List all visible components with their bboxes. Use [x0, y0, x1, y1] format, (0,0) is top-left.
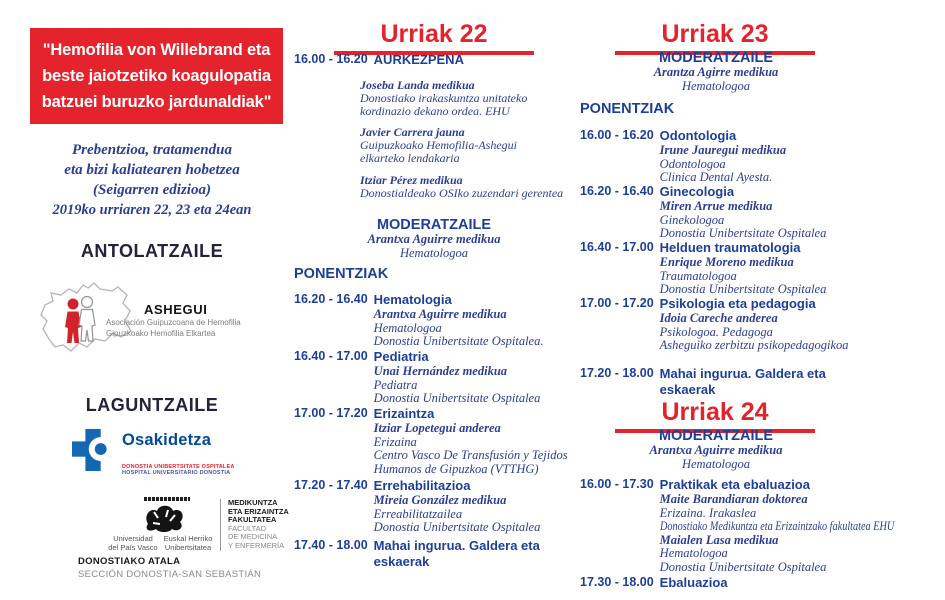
day22-session-row: [294, 478, 580, 535]
time-label: 17.00 - 17.20: [580, 296, 654, 310]
speaker-role: Donostia Unibertsitate Ospitalea: [659, 282, 827, 296]
speaker-block: [360, 174, 576, 200]
speaker-role: elkarteko lendakaria: [360, 150, 460, 165]
time-label: 16.00 - 16.20: [294, 52, 368, 66]
day22-opening-row: [294, 52, 580, 68]
day23-session-row: [580, 296, 852, 353]
day24-session-row: [580, 477, 894, 574]
speaker-block: [360, 79, 576, 117]
subtitle-line-2: eta bizi kaliatearen hobetzea: [64, 162, 240, 178]
session-block: [660, 128, 786, 185]
left-panel: [18, 0, 289, 600]
speaker-role: Clinica Dental Ayesta.: [659, 170, 773, 184]
speaker-role: Psikologoa. Pedagoga: [659, 324, 773, 339]
session-title: Mahai ingurua. Galdera eta eskaerak: [659, 366, 826, 397]
speaker-role: Donostiako Medikuntza eta Erizaintzako fakultatea EHU: [659, 519, 894, 533]
speaker-role: Donostia Unibertsitate Ospitalea: [659, 559, 827, 574]
time-label: 16.40 - 17.00: [294, 349, 368, 363]
event-subtitle: [18, 140, 286, 200]
speaker-name: Enrique Moreno medikua: [659, 255, 794, 269]
hospital-caption: [122, 464, 235, 476]
event-title-line-1: "Hemofilia von Willebrand eta: [42, 41, 271, 59]
osakidetza-cross-icon: [72, 427, 116, 473]
speaker-name: Idoia Careche anderea: [659, 311, 778, 325]
session-title: Praktikak eta ebaluazioa: [659, 477, 810, 492]
day23-moderator: [580, 51, 852, 93]
speaker-name: Unai Hernández medikua: [373, 364, 508, 378]
ashegui-name: ASHEGUI: [144, 302, 208, 317]
session-title: Ebaluazioa: [659, 575, 728, 590]
upv-ehu-logo: [108, 497, 318, 555]
day22-header: [288, 20, 580, 55]
day23-session-row: [580, 184, 852, 241]
speaker-name: Itziar Lopetegui anderea: [373, 421, 501, 435]
session-title: Pediatria: [373, 349, 429, 364]
time-label: 17.40 - 18.00: [294, 538, 368, 552]
subtitle-line-1: Prebentzioa, tratamendua: [71, 142, 232, 158]
osakidetza-logo: [72, 424, 272, 480]
hospital-name-es: HOSPITAL UNIVERSITARIO DONOSTIA: [122, 470, 231, 476]
section-caption: [78, 555, 261, 581]
moderator-name: Arantxa Aguirre medikua: [367, 232, 501, 246]
day22-session-row: [294, 538, 580, 570]
speaker-role: Donostiako irakaskuntza unitateko: [360, 90, 528, 105]
ashegui-text: [106, 302, 278, 339]
speaker-role: Donostia Unibertsitate Ospitalea: [373, 520, 541, 534]
moderator-name: Arantxa Aguirre medikua: [649, 443, 783, 457]
speaker-block: [360, 126, 576, 164]
session-block: [374, 292, 544, 349]
speaker-role: Traumatologoa: [659, 268, 737, 283]
session-block: [660, 477, 945, 574]
session-title: Helduen traumatologia: [659, 240, 801, 255]
session-title: Psikologia eta pedagogia: [659, 296, 816, 311]
session-title: Mahai ingurua. Galdera eta eskaerak: [373, 538, 540, 569]
event-dates: 2019ko urriaren 22, 23 eta 24ean: [52, 202, 252, 218]
ashegui-subtitle-es: Asociación Guipuzcoana de Hemofilia: [106, 318, 241, 327]
day22-ponentziak-heading: PONENTZIAK: [294, 266, 389, 282]
upv-name-eu: Euskal Herriko Unibertsitatea: [163, 534, 213, 552]
upv-motto-strip: [144, 497, 190, 501]
session-title: Erizaintza: [373, 406, 435, 421]
day22-session-row: [294, 406, 580, 476]
speaker-role: Erizaina: [373, 434, 417, 449]
speaker-role: Erizaina. Irakaslea: [659, 505, 757, 520]
speaker-role: Hematologoa: [373, 320, 442, 335]
day24-moderator: [580, 429, 852, 471]
speaker-role: kordinazio dekano ordea. EHU: [360, 103, 510, 118]
time-label: 16.20 - 16.40: [580, 184, 654, 198]
speaker-role: Asheguiko zerbitzu psikopedagogikoa: [659, 338, 849, 352]
session-block: [374, 349, 541, 406]
moderator-heading: MODERATZAILE: [376, 217, 492, 233]
speaker-role: Centro Vasco De Transfusión y Tejidos: [373, 448, 568, 462]
session-title: Hematologia: [373, 292, 452, 307]
event-title-line-2: beste jaiotzetiko koagulopatia: [42, 67, 271, 85]
speaker-role: Hematologoa: [659, 546, 728, 560]
speaker-name: Arantxa Aguirre medikua: [373, 307, 507, 321]
faculty-caption: MEDIKUNTZA ETA ERIZAINTZA FAKULTATEA FACULTAD DE MEDICINA Y ENFERMERÍA: [228, 498, 289, 550]
event-title-line-3: batzuei buruzko jardunaldiak": [41, 93, 272, 111]
speaker-role: Odontologoa: [659, 156, 726, 171]
time-label: 17.20 - 17.40: [294, 478, 368, 492]
speaker-name: Maialen Lasa medikua: [659, 532, 779, 547]
day24-session-row: [580, 575, 852, 591]
session-block: [660, 240, 827, 297]
speaker-name: Joseba Landa medikua: [360, 78, 475, 92]
moderator-heading: MODERATZAILE: [658, 428, 774, 444]
time-label: 16.00 - 17.30: [580, 477, 654, 491]
ashegui-logo: [34, 280, 278, 366]
day23-session-row: [580, 366, 852, 398]
speaker-role: Erreabilitatzailea: [373, 506, 463, 521]
speaker-role: Donostia Unibertsitate Ospitalea: [373, 391, 541, 405]
session-block: [660, 184, 827, 241]
time-label: 16.40 - 17.00: [580, 240, 654, 254]
day22-moderator: [288, 218, 580, 260]
time-label: 17.30 - 18.00: [580, 575, 654, 589]
supporter-heading: LAGUNTZAILE: [85, 395, 219, 415]
session-block: [374, 406, 568, 476]
moderator-role: Hematologoa: [399, 245, 469, 260]
day22-opening-speakers: [360, 79, 576, 208]
day23-day24-column: [578, 0, 894, 600]
day23-session-row: [580, 240, 852, 297]
day22-session-row: [294, 349, 580, 406]
logo-divider: [220, 499, 221, 551]
speaker-role: Humanos de Gipuzkoa (VTTHG): [373, 461, 539, 476]
organizer-heading: ANTOLATZAILE: [80, 241, 224, 261]
time-label: 16.00 - 16.20: [580, 128, 654, 142]
moderator-role: Hematologoa: [681, 78, 751, 93]
speaker-name: Irune Jauregui medikua: [659, 143, 787, 157]
hospital-name-eu: DONOSTIA UNIBERTSITATE OSPITALEA: [122, 464, 235, 470]
session-title: Odontologia: [659, 128, 737, 143]
upv-tree-icon: [140, 502, 186, 532]
time-label: 16.20 - 16.40: [294, 292, 368, 306]
speaker-name: Maite Barandiaran doktorea: [659, 492, 808, 506]
moderator-heading: MODERATZAILE: [658, 50, 774, 66]
speaker-role: Donostialdeako OSIko zuzendari gerentea: [360, 185, 564, 200]
speaker-name: Javier Carrera jauna: [360, 125, 465, 140]
time-label: 17.00 - 17.20: [294, 406, 368, 420]
upv-name-es: Universidad del País Vasco: [108, 534, 158, 552]
moderator-role: Hematologoa: [681, 456, 751, 471]
moderator-name: Arantza Agirre medikua: [653, 65, 779, 79]
session-title: AURKEZPENA: [373, 52, 464, 67]
day22-column: [288, 0, 580, 600]
speaker-role: Donostia Unibertsitate Ospitalea.: [373, 334, 544, 348]
event-title-box: [30, 28, 283, 124]
speaker-name: Mireia González medikua: [373, 493, 507, 507]
session-block: [660, 296, 849, 353]
speaker-role: Ginekologoa: [659, 212, 725, 227]
section-name-eu: DONOSTIAKO ATALA: [78, 556, 181, 567]
session-title: Ginecologia: [659, 184, 735, 199]
speaker-name: Itziar Pérez medikua: [360, 172, 463, 187]
day23-title: Urriak 23: [661, 20, 769, 48]
speaker-role: Guipuzkoako Hemofilia-Ashegui: [360, 138, 517, 153]
speaker-name: Miren Arrue medikua: [659, 199, 773, 213]
day22-title: Urriak 22: [380, 20, 488, 48]
speaker-role: Pediatra: [373, 377, 418, 392]
day23-session-row: [580, 128, 852, 185]
section-name-es: SECCIÓN DONOSTIA-SAN SEBASTIÁN: [78, 569, 262, 580]
session-title: Errehabilitazioa: [373, 478, 471, 493]
day24-title: Urriak 24: [661, 398, 769, 426]
ashegui-subtitle-eu: Gipuzkoako Hemofilia Elkartea: [106, 329, 216, 338]
osakidetza-wordmark: Osakidetza: [122, 431, 212, 449]
session-block: [374, 478, 541, 535]
subtitle-line-3: (Seigarren edizioa): [93, 182, 211, 198]
day23-ponentziak-heading: PONENTZIAK: [580, 101, 675, 117]
day22-session-row: [294, 292, 580, 349]
time-label: 17.20 - 18.00: [580, 366, 654, 380]
speaker-role: Donostia Unibertsitate Ospitalea: [659, 226, 827, 240]
